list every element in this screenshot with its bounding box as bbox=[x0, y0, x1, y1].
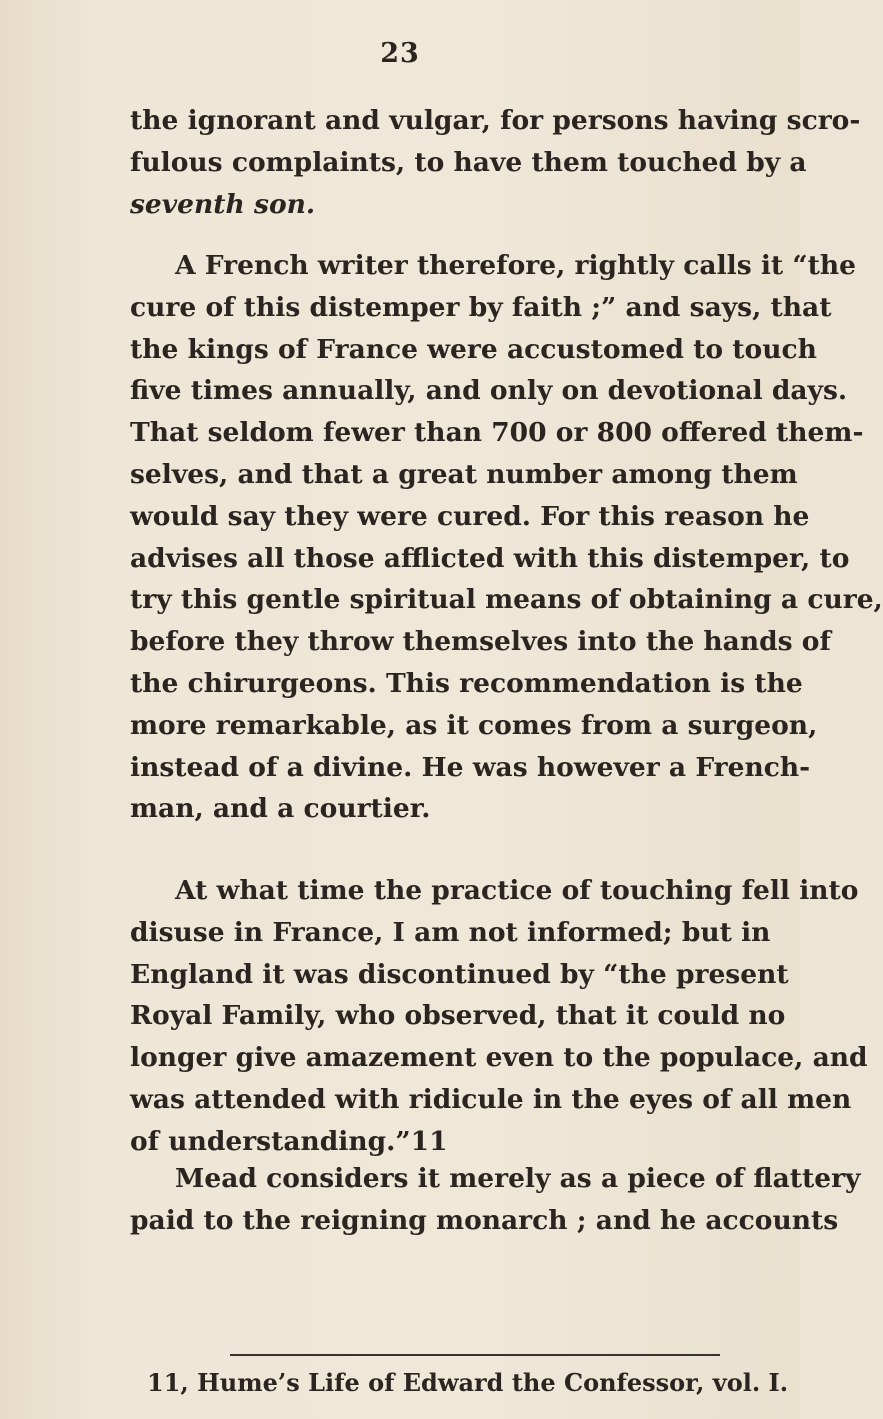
text-line: the ignorant and vulgar, for persons having scro- bbox=[130, 105, 861, 136]
text-line: the chirurgeons. This recommendation is the bbox=[130, 667, 803, 699]
paragraph-2 bbox=[130, 245, 883, 830]
text-line: cure of this distemper by faith ;” and says, that bbox=[130, 291, 832, 323]
footnote-divider bbox=[230, 1354, 720, 1356]
paragraph-1 bbox=[130, 100, 861, 225]
text-line: five times annually, and only on devotional days. bbox=[130, 375, 848, 407]
text-line: A French writer therefore, rightly calls it “the bbox=[175, 250, 857, 281]
text-line: try this gentle spiritual means of obtaining a cure, bbox=[130, 584, 883, 616]
text-line: of understanding.”11 bbox=[130, 1125, 448, 1157]
text-line: disuse in France, I am not informed; but in bbox=[130, 916, 771, 948]
text-line: Royal Family, who observed, that it could no bbox=[130, 1000, 786, 1032]
text-line: before they throw themselves into the hands of bbox=[130, 626, 831, 658]
text-line: would say they were cured. For this reason he bbox=[130, 500, 810, 532]
text-line: man, and a courtier. bbox=[130, 793, 431, 825]
text-line: the kings of France were accustomed to touch bbox=[130, 333, 817, 365]
footnote: 11, Hume’s Life of Edward the Confessor, vol. I. bbox=[147, 1368, 789, 1397]
text-line: more remarkable, as it comes from a surgeon, bbox=[130, 709, 818, 741]
text-line: fulous complaints, to have them touched by a bbox=[130, 146, 807, 178]
text-line: selves, and that a great number among them bbox=[130, 458, 798, 490]
text-line: That seldom fewer than 700 or 800 offered them- bbox=[130, 417, 864, 449]
text-line: advises all those afflicted with this distemper, to bbox=[130, 542, 850, 574]
text-line: was attended with ridicule in the eyes of all men bbox=[130, 1083, 852, 1115]
text-line: seventh son. bbox=[130, 188, 316, 220]
text-line: Mead considers it merely as a piece of flattery bbox=[175, 1163, 861, 1194]
text-line: longer give amazement even to the populace, and bbox=[130, 1042, 868, 1074]
text-line: England it was discontinued by “the present bbox=[130, 958, 789, 990]
text-line: instead of a divine. He was however a French- bbox=[130, 751, 811, 783]
text-line: paid to the reigning monarch ; and he accounts bbox=[130, 1204, 839, 1236]
page-number: 23 bbox=[380, 38, 420, 69]
paragraph-3 bbox=[130, 870, 868, 1163]
paragraph-4 bbox=[130, 1158, 861, 1242]
text-line: At what time the practice of touching fell into bbox=[175, 875, 859, 906]
